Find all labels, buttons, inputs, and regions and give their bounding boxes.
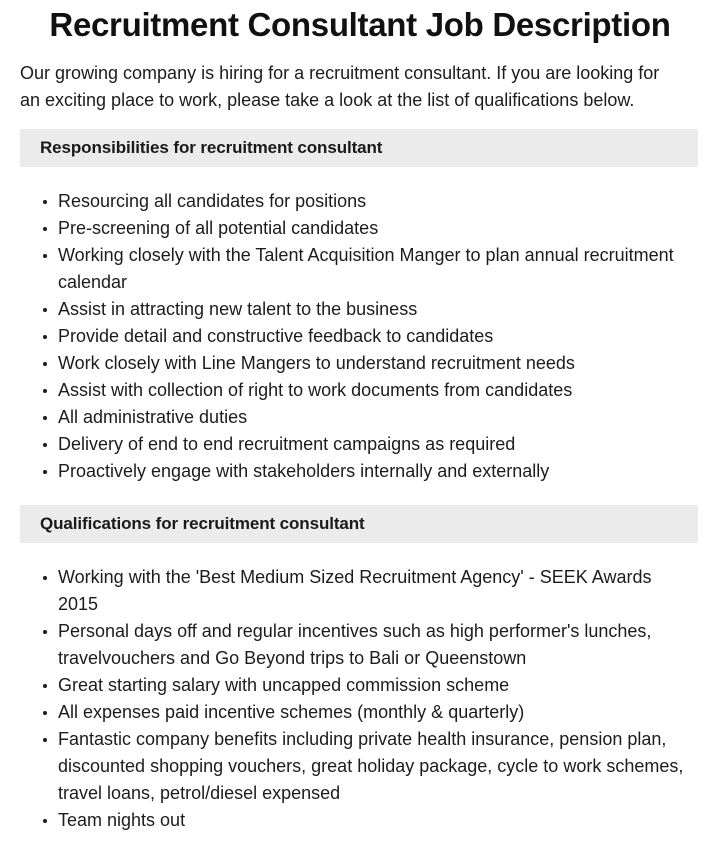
list-item: All expenses paid incentive schemes (monthly & quarterly) — [0, 699, 720, 726]
list-item: Working closely with the Talent Acquisition Manger to plan annual recruitment calendar — [0, 242, 720, 296]
spacer — [0, 167, 720, 188]
responsibilities-list — [0, 188, 720, 485]
page-title: Recruitment Consultant Job Description — [49, 6, 671, 43]
spacer — [0, 543, 720, 564]
responsibilities-section — [0, 129, 720, 505]
list-item: Pre-screening of all potential candidates — [0, 215, 720, 242]
list-item: Assist in attracting new talent to the business — [0, 296, 720, 323]
qualifications-section-header — [20, 505, 698, 543]
qualifications-section — [0, 505, 720, 834]
list-item: All administrative duties — [0, 404, 720, 431]
list-item: Resourcing all candidates for positions — [0, 188, 720, 215]
qualifications-list — [0, 564, 720, 834]
list-item: Working with the 'Best Medium Sized Recruitment Agency' - SEEK Awards 2015 — [0, 564, 720, 618]
qualifications-heading-label: Qualifications for recruitment consultant — [40, 514, 365, 533]
list-item: Personal days off and regular incentives such as high performer's lunches, travelvouchers and Go Beyond trips to Bali or Queenstown — [0, 618, 720, 672]
spacer — [0, 485, 720, 505]
list-item: Proactively engage with stakeholders internally and externally — [0, 458, 720, 485]
intro-paragraph: Our growing company is hiring for a recruitment consultant. If you are looking for an exciting place to work, please take a look at the list of qualifications below. — [20, 63, 660, 110]
list-item: Delivery of end to end recruitment campaigns as required — [0, 431, 720, 458]
responsibilities-section-header — [20, 129, 698, 167]
list-item: Team nights out — [0, 807, 720, 834]
list-item: Assist with collection of right to work documents from candidates — [0, 377, 720, 404]
list-item: Fantastic company benefits including private health insurance, pension plan, discounted shopping vouchers, great holiday package, cycle to work schemes, travel loans, petrol/diesel expensed — [0, 726, 720, 807]
list-item: Great starting salary with uncapped commission scheme — [0, 672, 720, 699]
list-item: Provide detail and constructive feedback to candidates — [0, 323, 720, 350]
list-item: Work closely with Line Mangers to understand recruitment needs — [0, 350, 720, 377]
responsibilities-heading-label: Responsibilities for recruitment consultant — [40, 138, 383, 157]
